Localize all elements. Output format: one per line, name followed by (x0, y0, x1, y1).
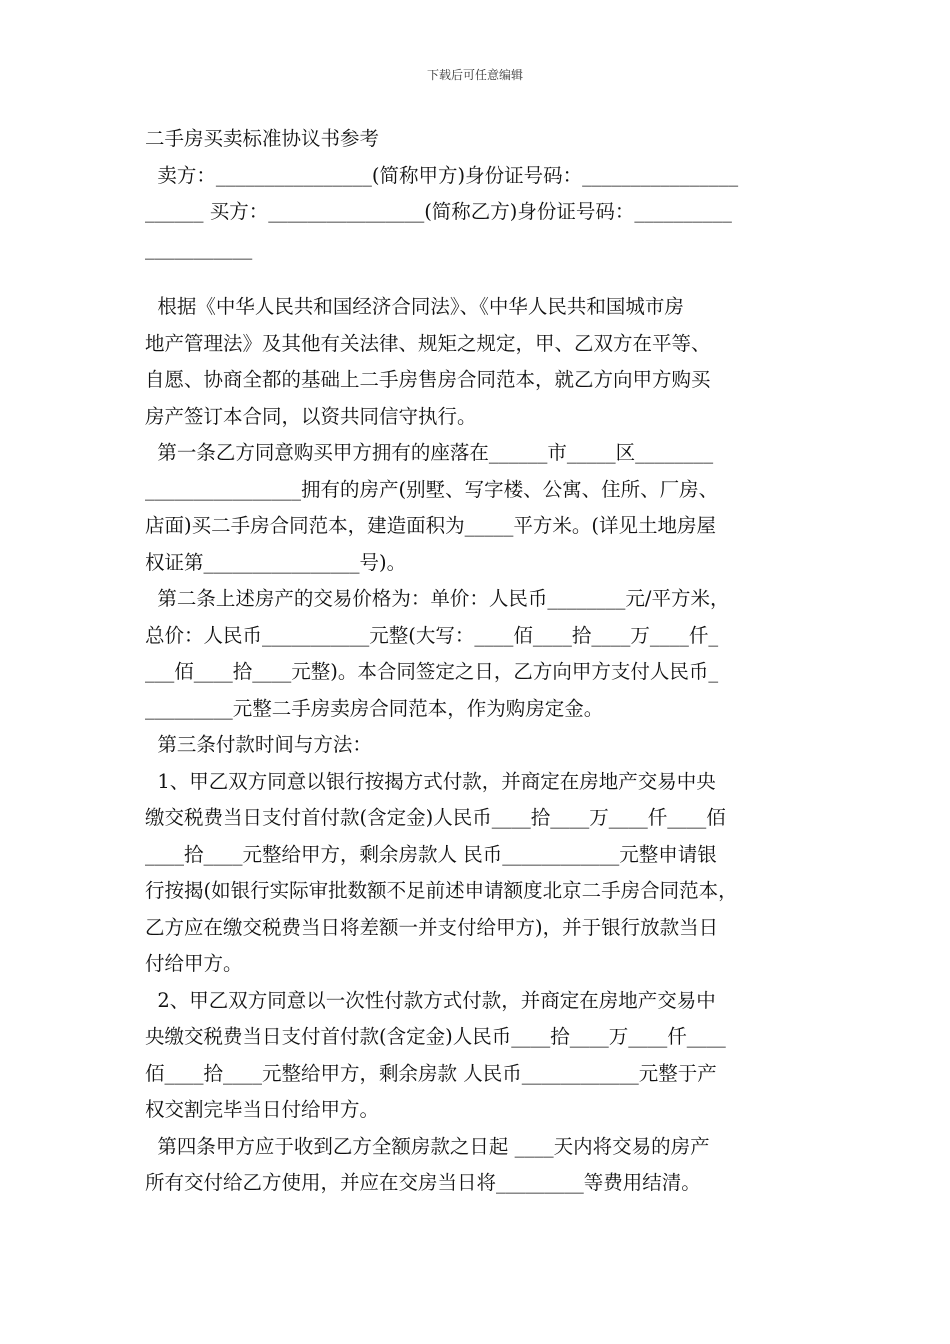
article-2-line-1: 第二条上述房产的交易价格为：单价：人民币________元/平方米， (145, 587, 730, 610)
preamble-line-4: 房产签订本合同，以资共同信守执行。 (145, 404, 477, 428)
article-3-heading: 第三条付款时间与方法： (145, 733, 372, 756)
article-2-line-2: 总价：人民币___________元整(大写：____佰____拾____万____仟_ (145, 623, 719, 647)
preamble-line-1: 根据《中华人民共和国经济合同法》、《中华人民共和国城市房 (145, 295, 684, 318)
article-1-line-1: 第一条乙方同意购买甲方拥有的座落在______市_____区________ (145, 441, 714, 464)
article-4-line-1: 第四条甲方应于收到乙方全额房款之日起 ____天内将交易的房产 (145, 1134, 710, 1158)
seller-line: 卖方：________________(简称甲方)身份证号码：________________ (145, 163, 739, 187)
article-3-item-2-line-3: 佰____拾____元整给甲方，剩余房款 人民币____________元整于产 (145, 1061, 717, 1085)
article-3-item-2-line-1: 2、甲乙双方同意以一次性付款方式付款，并商定在房地产交易中 (145, 988, 716, 1012)
article-3-item-1-line-2: 缴交税费当日支付首付款(含定金)人民币____拾____万____仟____佰 (145, 806, 726, 829)
article-4-line-2: 所有交付给乙方使用，并应在交房当日将_________等费用结清。 (145, 1171, 701, 1194)
article-3-item-1-line-6: 付给甲方。 (145, 952, 243, 975)
article-3-item-1-line-3: ____拾____元整给甲方，剩余房款人 民币____________元整申请银 (145, 842, 717, 866)
buyer-line: ______ 买方：________________(简称乙方)身份证号码：__________ (145, 200, 732, 223)
buyer-line-cont: ___________ (145, 236, 253, 260)
contract-body (145, 121, 809, 1202)
preamble-line-3: 自愿、协商全都的基础上二手房售房合同范本，就乙方向甲方购买 (145, 368, 711, 391)
article-1-line-3: 店面)买二手房合同范本，建造面积为_____平方米。(详见土地房屋 (145, 514, 716, 537)
article-3-item-2-line-2: 央缴交税费当日支付首付款(含定金)人民币____拾____万____仟____ (145, 1025, 726, 1048)
article-1-line-2: ________________拥有的房产(别墅、写字楼、公寓、住所、厂房、 (145, 477, 719, 501)
article-2-line-3: ___佰____拾____元整)。本合同签定之日，乙方向甲方支付人民币_ (145, 660, 719, 683)
article-2-line-4: _________元整二手房卖房合同范本，作为购房定金。 (145, 696, 604, 720)
document-title: 二手房买卖标准协议书参考 (145, 127, 380, 150)
header-note: 下载后可任意编辑 (426, 68, 523, 82)
article-3-item-1-line-1: 1、甲乙双方同意以银行按揭方式付款，并商定在房地产交易中央 (145, 769, 716, 793)
article-3-item-1-line-5: 乙方应在缴交税费当日将差额一并支付给甲方)，并于银行放款当日 (145, 915, 719, 939)
paragraph-gap (145, 267, 809, 289)
article-3-item-1-line-4: 行按揭(如银行实际审批数额不足前述申请额度北京二手房合同范本， (145, 879, 738, 902)
article-3-item-2-line-4: 权交割完毕当日付给甲方。 (145, 1098, 380, 1121)
preamble-line-2: 地产管理法》及其他有关法律、规矩之规定，甲、乙双方在平等、 (145, 331, 711, 355)
article-1-line-4: 权证第________________号)。 (145, 550, 407, 574)
